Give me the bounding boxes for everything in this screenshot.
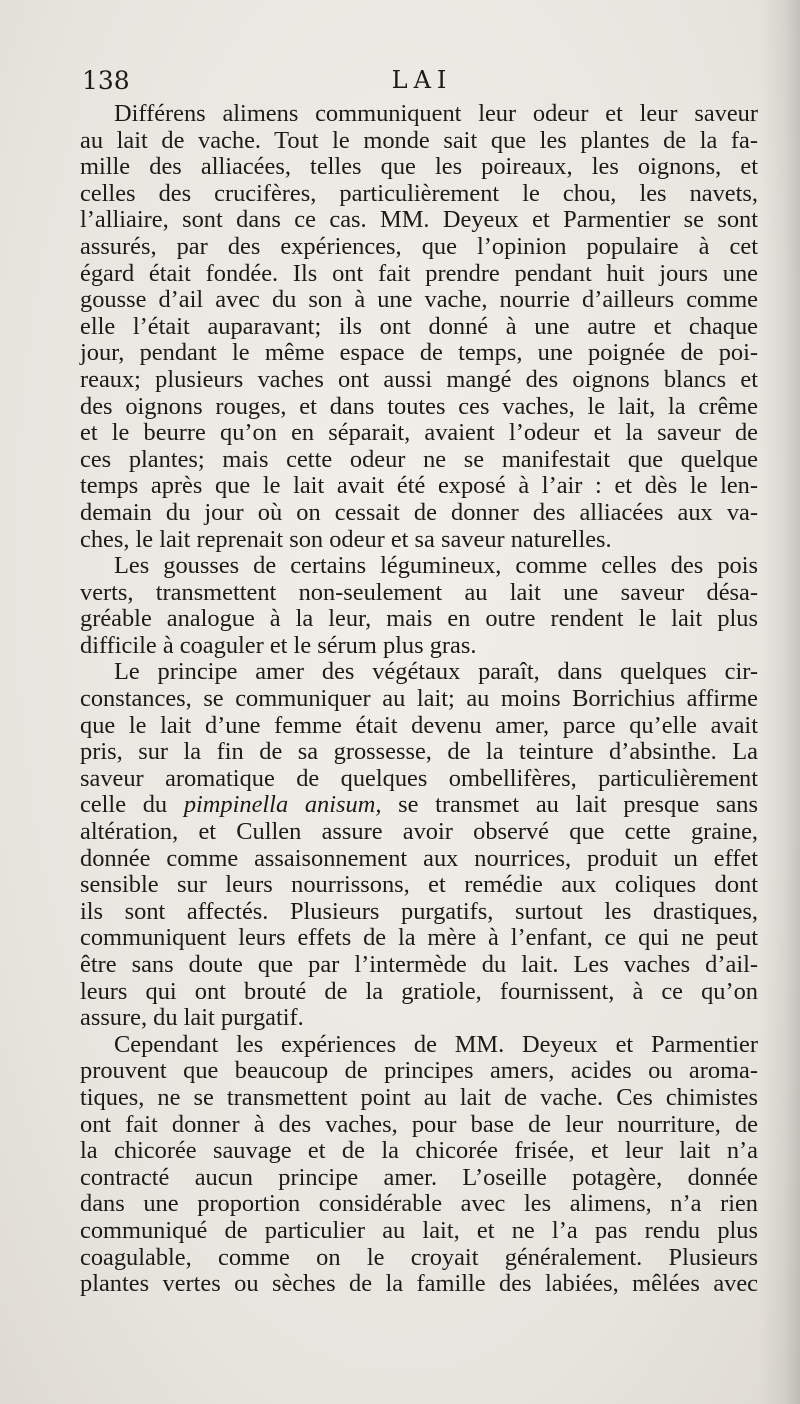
text-fragment: se transmet au lait presque sans: [398, 791, 758, 819]
text-line: ont fait donner à des vaches, pour base de leur nourriture, de: [80, 1110, 758, 1138]
text-line: altération, et Cullen assure avoir observé que cette graine,: [80, 818, 758, 846]
text-fragment: celle du: [80, 791, 168, 819]
text-line: dans une proportion considérable avec les alimens, n’a rien: [80, 1190, 758, 1218]
text-line: l’alliaire, sont dans ce cas. MM. Deyeux et Parmentier se sont: [80, 206, 758, 234]
text-line: temps après que le lait avait été exposé à l’air : et dès le len-: [80, 472, 758, 500]
text-line: plantes vertes ou sèches de la famille des labiées, mêlées avec: [80, 1270, 758, 1298]
text-line: assure, du lait purgatif.: [80, 1004, 304, 1032]
text-line: ces plantes; mais cette odeur ne se manifestait que quelque: [80, 445, 758, 473]
text-line: la chicorée sauvage et de la chicorée frisée, et leur lait n’a: [80, 1137, 758, 1165]
paragraph: [80, 553, 758, 659]
text-line: ils sont affectés. Plusieurs purgatifs, surtout les drastiques,: [80, 897, 758, 925]
page-number: 138: [82, 66, 130, 95]
text-line: au lait de vache. Tout le monde sait que les plantes de la fa-: [80, 126, 758, 154]
italic-botanical-name: pimpinella anisum,: [183, 791, 382, 819]
text-line: mille des alliacées, telles que les poireaux, les oignons, et: [80, 153, 758, 181]
text-line: sensible sur leurs nourrissons, et remédie aux coliques dont: [80, 871, 758, 899]
text-line: que le lait d’une femme était devenu amer, parce qu’elle avait: [80, 711, 758, 739]
text-line: assurés, par des expériences, que l’opinion populaire à cet: [80, 232, 758, 260]
text-line: prouvent que beaucoup de principes amers, acides ou aroma-: [80, 1057, 758, 1085]
text-line: reaux; plusieurs vaches ont aussi mangé des oignons blancs et: [80, 365, 758, 393]
paragraph: [80, 659, 758, 1031]
text-line: et le beurre qu’on en séparait, avaient l’odeur et la saveur de: [80, 419, 758, 447]
page-header: [82, 66, 762, 96]
text-line: donnée comme assaisonnement aux nourrices, produit un effet: [80, 844, 758, 872]
paragraph: [80, 1032, 758, 1298]
text-line: saveur aromatique de quelques ombellifères, particulièrement: [80, 764, 758, 792]
text-line-with-italic: [80, 792, 758, 819]
text-line: Les gousses de certains légumineux, comme celles des pois: [114, 552, 758, 580]
text-line: gousse d’ail avec du son à une vache, nourrie d’ailleurs comme: [80, 286, 758, 314]
text-line: jour, pendant le même espace de temps, une poignée de poi-: [80, 339, 758, 367]
text-line: communiquent leurs effets de la mère à l’enfant, ce qui ne peut: [80, 924, 758, 952]
text-line: égard était fondée. Ils ont fait prendre pendant huit jours une: [80, 259, 758, 287]
text-line: verts, transmettent non-seulement au lait une saveur désa-: [80, 578, 758, 606]
body-text: [80, 101, 758, 1298]
page-edge-shadow: [760, 0, 800, 1404]
text-line: constances, se communiquer au lait; au moins Borrichius affirme: [80, 685, 758, 713]
text-line: ches, le lait reprenait son odeur et sa saveur naturelles.: [80, 525, 612, 553]
text-line: celles des crucifères, particulièrement le chou, les navets,: [80, 179, 758, 207]
running-head: LAI: [391, 66, 453, 94]
text-line: être sans doute que par l’intermède du lait. Les vaches d’ail-: [80, 951, 758, 978]
text-line: contracté aucun principe amer. L’oseille potagère, donnée: [80, 1163, 758, 1191]
text-line: leurs qui ont brouté de la gratiole, fournissent, à ce qu’on: [80, 977, 758, 1005]
text-line: communiqué de particulier au lait, et ne l’a pas rendu plus: [80, 1216, 758, 1244]
text-line: Le principe amer des végétaux paraît, dans quelques cir-: [114, 658, 758, 686]
paragraph: [80, 101, 758, 553]
text-line: demain du jour où on cessait de donner des alliacées aux va-: [80, 498, 758, 526]
text-line: Différens alimens communiquent leur odeur et leur saveur: [114, 100, 758, 127]
text-line: Cependant les expériences de MM. Deyeux et Parmentier: [114, 1030, 758, 1058]
text-line: difficile à coaguler et le sérum plus gras.: [80, 631, 477, 659]
text-line: tiques, ne se transmettent point au lait de vache. Ces chimistes: [80, 1083, 758, 1111]
text-line: coagulable, comme on le croyait généralement. Plusieurs: [80, 1243, 758, 1271]
text-line: gréable analogue à la leur, mais en outre rendent le lait plus: [80, 605, 758, 633]
text-line: elle l’était auparavant; ils ont donné à une autre et chaque: [80, 312, 758, 340]
text-line: pris, sur la fin de sa grossesse, de la teinture d’absinthe. La: [80, 738, 758, 766]
text-line: des oignons rouges, et dans toutes ces vaches, le lait, la crême: [80, 392, 758, 420]
